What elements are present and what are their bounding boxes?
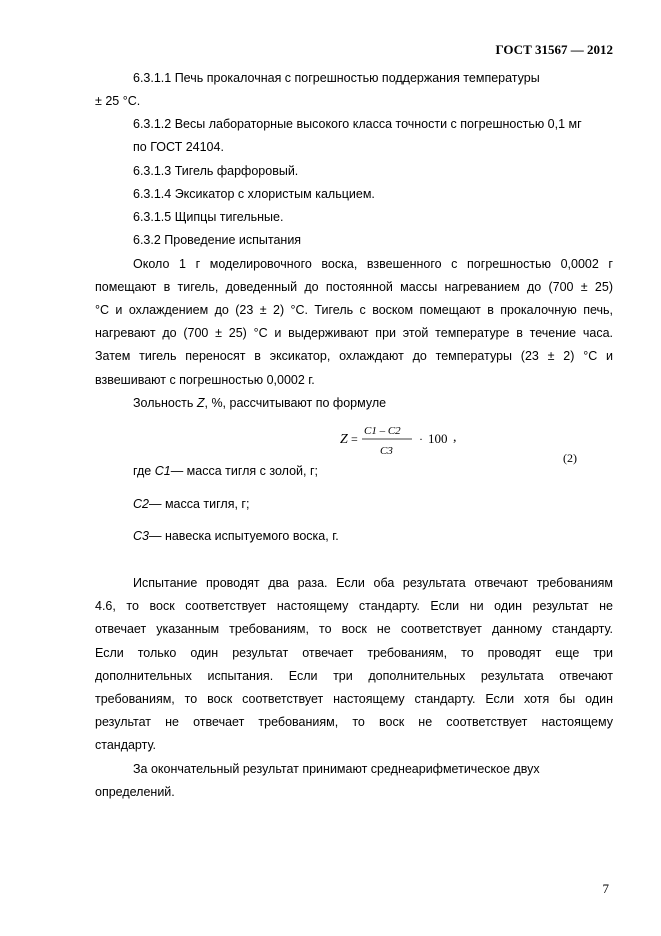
- text-line: взвешивают с погрешностью 0,0002 г.: [95, 373, 315, 387]
- formula-factor: 100: [428, 431, 448, 446]
- ash-suffix: , %, рассчитывают по формуле: [204, 396, 387, 410]
- text-line: ± 25 °С.: [95, 94, 141, 108]
- symbol-c1: C1: [154, 464, 171, 478]
- text-line: нагревают до (700 ± 25) °С и выдерживают при этой температуре в течение часа.: [95, 326, 613, 340]
- text-line: 6.3.1.1 Печь прокалочная с погрешностью поддержания температуры: [133, 71, 540, 85]
- text-line: °С и охлаждением до (23 ± 2) °С. Тигель с воском помещают в прокалочную печь,: [95, 303, 613, 317]
- text-line: определений.: [95, 785, 175, 799]
- text-line: Испытание проводят два раза. Если оба результата отвечают требованиям: [133, 576, 613, 590]
- ash-variable: Z: [196, 396, 205, 410]
- text-line: За окончательный результат принимают среднеарифметическое двух: [133, 762, 540, 776]
- page-number: 7: [602, 881, 609, 896]
- formula-2: [340, 421, 470, 461]
- symbol-c2: C2: [133, 497, 149, 511]
- standard-header: ГОСТ 31567 — 2012: [495, 42, 613, 57]
- text-line: Если только один результат отвечает требованиям, то проводят еще три: [95, 646, 613, 660]
- equation-number: (2): [563, 451, 577, 465]
- formula-lhs: Z: [340, 432, 348, 447]
- formula-eq: =: [351, 432, 358, 446]
- text-line: требованиям, то воск соответствует настоящему стандарту. Если хотя бы один: [95, 692, 613, 706]
- text-line: по ГОСТ 24104.: [133, 140, 224, 154]
- formula-times: ·: [419, 432, 423, 446]
- section-heading: 6.3.2 Проведение испытания: [133, 233, 302, 247]
- text-line: 4.6, то воск соответствует настоящему стандарту. Если ни один результат не: [95, 599, 613, 613]
- legend-c3: [133, 528, 339, 544]
- text-line: 6.3.1.5 Щипцы тигельные.: [133, 210, 284, 224]
- text-line: отвечает указанным требованиям, то воск не соответствует данному стандарту.: [95, 622, 613, 636]
- formula-numerator: C1 – C2: [364, 425, 401, 437]
- text-line: результат не отвечает требованиям, то воск не соответствует настоящему: [95, 715, 613, 729]
- legend-c1-text: — масса тигля с золой, г;: [170, 464, 319, 478]
- legend-c2-text: — масса тигля, г;: [148, 497, 250, 511]
- text-line: 6.3.1.3 Тигель фарфоровый.: [133, 164, 299, 178]
- legend-c3-text: — навеска испытуемого воска, г.: [148, 529, 339, 543]
- legend-c2: [133, 496, 249, 512]
- text-line: Около 1 г моделировочного воска, взвешенного с погрешностью 0,0002 г: [133, 257, 613, 271]
- text-line: стандарту.: [95, 738, 156, 752]
- text-line: дополнительных испытания. Если три дополнительных результата отвечают: [95, 669, 613, 683]
- where-prefix: где: [133, 464, 155, 478]
- formula-denominator: C3: [380, 445, 393, 457]
- ash-intro: [133, 395, 386, 411]
- ash-prefix: Зольность: [133, 396, 197, 410]
- text-line: 6.3.1.4 Эксикатор с хлористым кальцием.: [133, 187, 375, 201]
- formula-comma: ,: [453, 430, 457, 445]
- text-line: 6.3.1.2 Весы лабораторные высокого класса точности с погрешностью 0,1 мг: [133, 117, 582, 131]
- text-line: Затем тигель переносят в эксикатор, охлаждают до температуры (23 ± 2) °С и: [95, 349, 613, 363]
- symbol-c3: C3: [133, 529, 149, 543]
- legend-c1: [133, 463, 318, 479]
- text-line: помещают в тигель, доведенный до постоянной массы нагреванием до (700 ± 25): [95, 280, 613, 294]
